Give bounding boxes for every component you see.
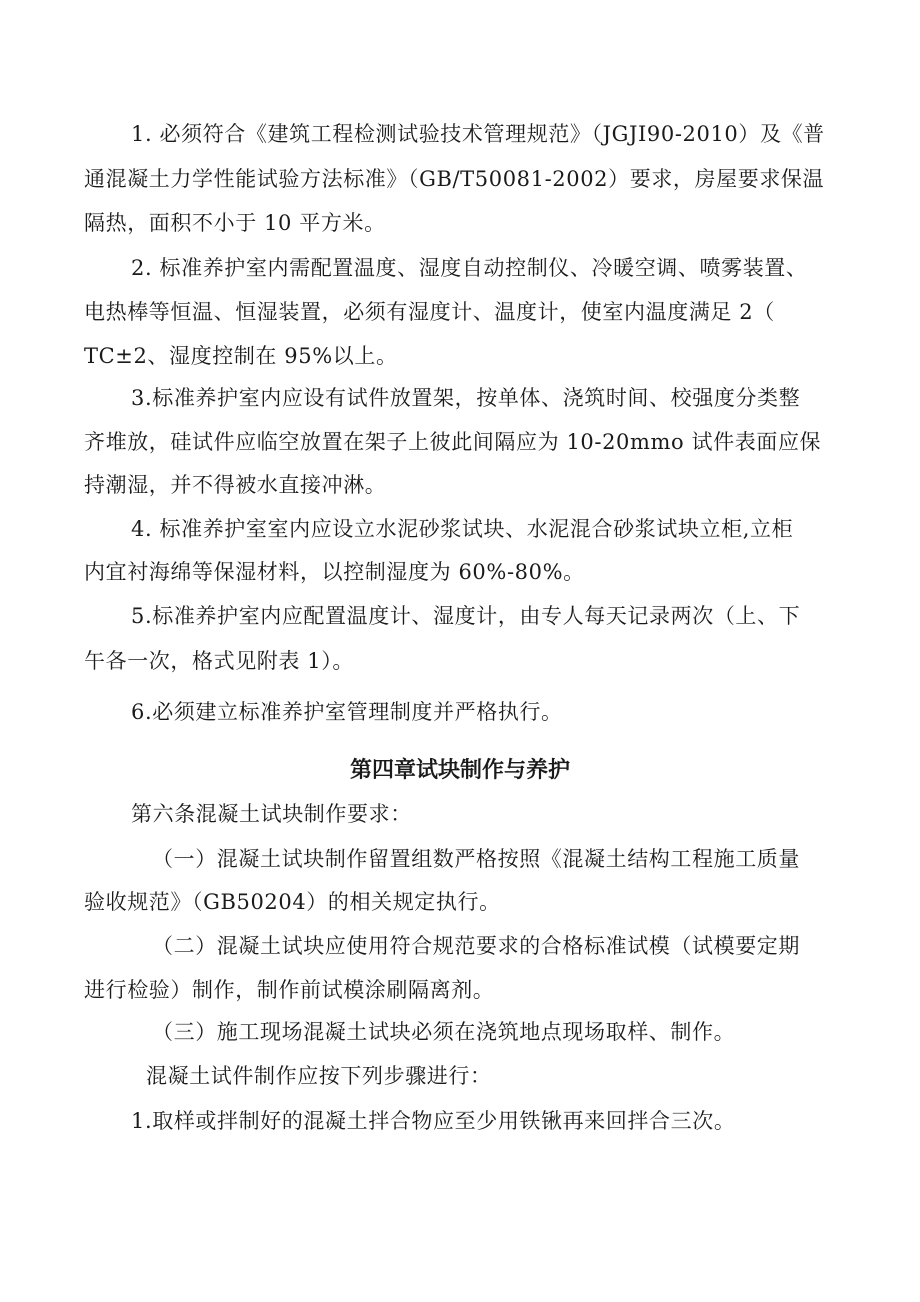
subitem-2-line-1: （二）混凝土试块应使用符合规范要求的合格标准试模（试模要定期 [152, 934, 800, 958]
subitem-1-line-2: 验收规范》（GB50204）的相关规定执行。 [84, 890, 501, 914]
item-5-line-2: 午各一次，格式见附表 1）。 [84, 649, 354, 673]
item-1-line-1: 1. 必须符合《建筑工程检测试验技术管理规范》（JGJI90-2010）及《普 [131, 122, 825, 146]
subitem-3-line-1: （三）施工现场混凝土试块必须在浇筑地点现场取样、制作。 [152, 1020, 736, 1044]
item-3-line-2: 齐堆放，硅试件应临空放置在架子上彼此间隔应为 10-20mmo 试件表面应保 [84, 430, 822, 454]
item-5-line-1: 5.标准养护室内应配置温度计、湿度计，由专人每天记录两次（上、下 [131, 604, 801, 628]
item-4-line-1: 4. 标准养护室室内应设立水泥砂浆试块、水泥混合砂浆试块立柜,立柜 [131, 517, 794, 541]
item-6-line-1: 6.必须建立标准养护室管理制度并严格执行。 [131, 700, 563, 724]
item-3-line-1: 3.标准养护室内应设有试件放置架，按单体、浇筑时间、校强度分类整 [131, 386, 801, 410]
chapter-title: 第四章试块制作与养护 [349, 758, 570, 783]
item-2-line-1: 2. 标准养护室内需配置温度、湿度自动控制仪、冷暖空调、喷雾装置、 [131, 256, 808, 280]
subitem-2-line-2: 进行检验）制作，制作前试模涂刷隔离剂。 [84, 978, 495, 1002]
article-6-title: 第六条混凝土试块制作要求： [131, 802, 412, 826]
item-4-line-2: 内宜衬海绵等保湿材料，以控制湿度为 60%-80%。 [84, 560, 585, 584]
item-2-line-2: 电热棒等恒温、恒湿装置，必须有湿度计、温度计，使室内温度满足 2（ [84, 300, 775, 324]
steps-intro: 混凝土试件制作应按下列步骤进行： [146, 1064, 492, 1088]
item-1-line-3: 隔热，面积不小于 10 平方米。 [84, 211, 386, 235]
item-1-line-2: 通混凝土力学性能试验方法标准》（GB/T50081-2002）要求，房屋要求保温 [84, 167, 825, 191]
step-1: 1.取样或拌制好的混凝土拌合物应至少用铁锹再来回拌合三次。 [131, 1109, 736, 1133]
subitem-1-line-1: （一）混凝土试块制作留置组数严格按照《混凝土结构工程施工质量 [152, 847, 800, 871]
item-3-line-3: 持潮湿，并不得被水直接冲淋。 [84, 473, 387, 497]
item-2-line-3: TC±2、湿度控制在 95%以上。 [84, 344, 398, 368]
